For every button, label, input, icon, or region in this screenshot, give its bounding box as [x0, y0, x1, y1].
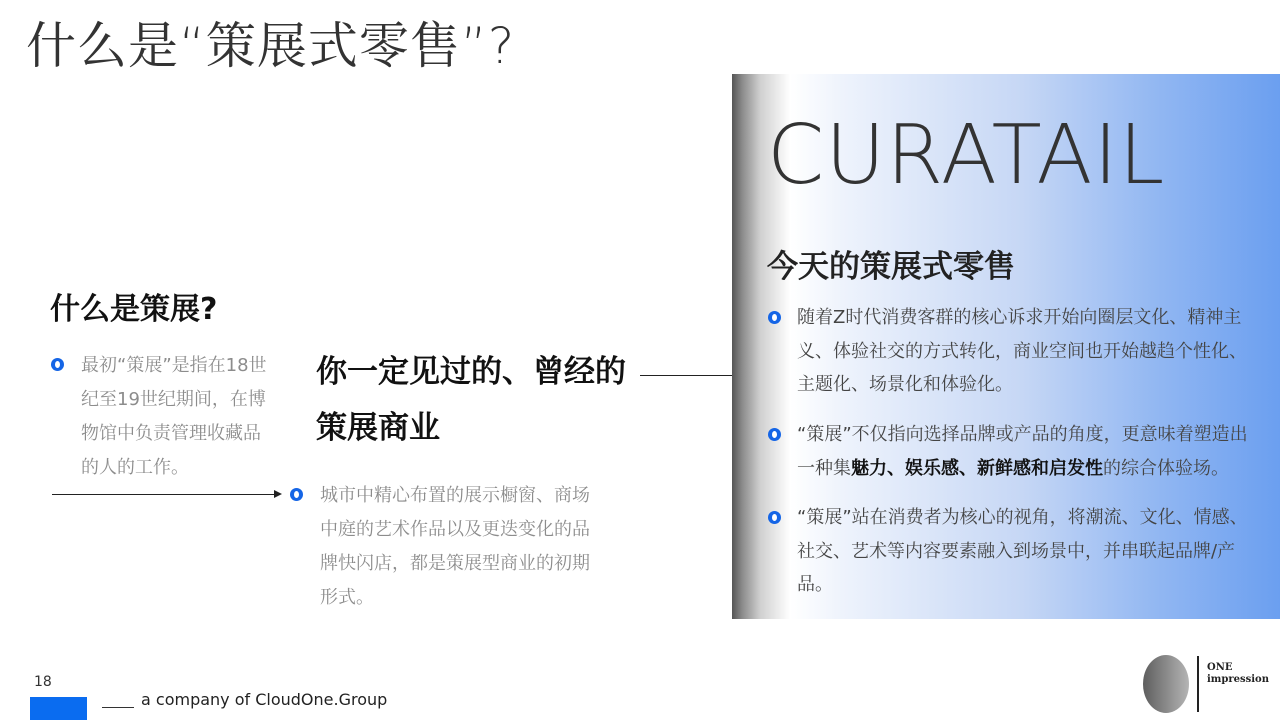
today-bullet-2-post: 的综合体验场。 [1103, 457, 1229, 479]
curation-definition-heading: 什么是策展? [50, 292, 218, 327]
footer-divider [102, 707, 134, 708]
today-bullet-1: 随着Z时代消费客群的核心诉求开始向圈层文化、精神主义、体验社交的方式转化，商业空间也开始越趋个性化、主题化、场景化和体验化。 [797, 307, 1247, 395]
page-number: 18 [34, 674, 52, 690]
logo-line-1: ONE [1207, 662, 1233, 673]
past-curation-heading: 你一定见过的、曾经的策展商业 [316, 354, 626, 446]
today-bullet-2-pre: “策展”不仅指向选择品牌或产品的角度，更意味着塑造出一种集 [797, 424, 1248, 479]
right-arrow-icon [52, 494, 280, 495]
logo-divider [1197, 656, 1199, 712]
bullet-icon [768, 511, 781, 524]
company-tagline: a company of CloudOne.Group [141, 690, 388, 709]
slide-title: 什么是“策展式零售”? [26, 17, 516, 75]
one-impression-logo [1143, 654, 1268, 716]
bullet-icon [290, 488, 303, 501]
past-curation-text: 城市中精心布置的展示橱窗、商场中庭的艺术作品以及更迭变化的品牌快闪店，都是策展型商业的初期形式。 [320, 485, 590, 608]
curatail-brand: CURATAIL [767, 108, 1166, 203]
logo-wordmark [1207, 662, 1269, 686]
curation-definition-text: 最初“策展”是指在18世纪至19世纪期间，在博物馆中负责管理收藏品的人的工作。 [81, 355, 267, 478]
today-bullet-2 [797, 418, 1257, 485]
today-bullet-2-emphasis: 魅力、娱乐感、新鲜感和启发性 [851, 457, 1103, 479]
bullet-icon [768, 428, 781, 441]
today-curation-heading: 今天的策展式零售 [767, 249, 1015, 285]
bullet-icon [768, 311, 781, 324]
bullet-icon [51, 358, 64, 371]
logo-line-2: impression [1207, 674, 1270, 685]
today-bullet-3: “策展”站在消费者为核心的视角，将潮流、文化、情感、社交、艺术等内容要素融入到场景中，并串联起品牌/产品。 [797, 507, 1248, 595]
logo-oval-icon [1143, 655, 1189, 713]
footer-blue-block [30, 697, 87, 720]
